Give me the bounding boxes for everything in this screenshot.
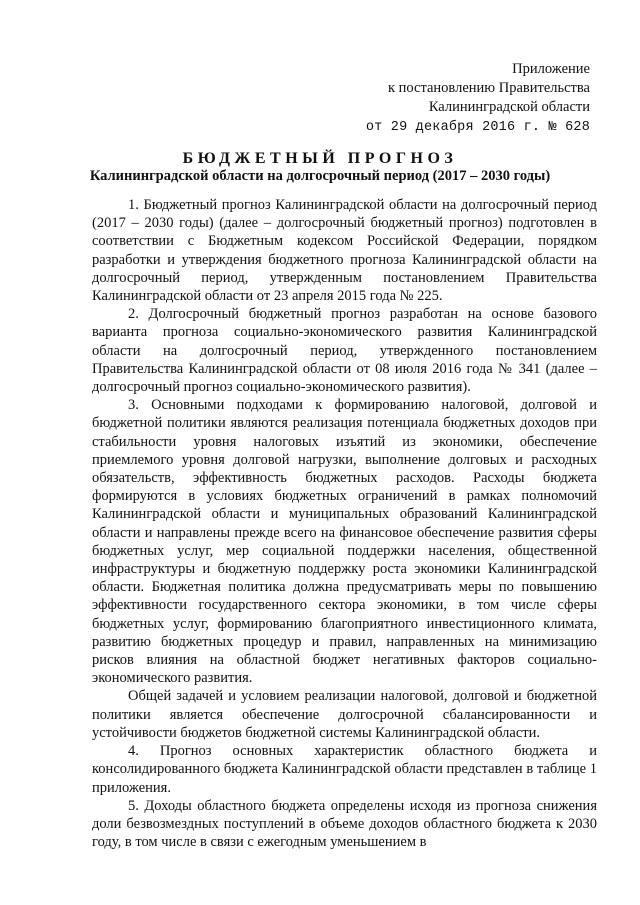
- document-title: БЮДЖЕТНЫЙ ПРОГНОЗ: [182, 150, 458, 167]
- appendix-block: [330, 60, 590, 137]
- paragraph-3: 3. Основными подходами к формированию налоговой, долговой и бюджетной политики являются реализация потенциала бюджетных доходов при стабильности уровня налоговых изъятий из экономики, обеспечение приемлемого уровня долговой нагрузки, выполнение долговых и расходных обязательств, эффективность бюджетных расходов. Расходы бюджета формируются в условиях бюджетных ограничений в рамках полномочий Калининградской области и муниципальных образований Калининградской области и направлены прежде всего на финансовое обеспечение развития сферы бюджетных услуг, мер социальной поддержки населения, общественной инфраструктуры и бюджетную поддержку роста экономики Калининградской области. Бюджетная политика должна предусматривать меры по повышению эффективности государственного сектора экономики, в том числе сферы бюджетных услуг, формированию благоприятного инвестиционного климата, развитию бюджетных процедур и правил, направленных на минимизацию рисков влияния на областной бюджет негативных факторов социально-экономического развития.: [92, 397, 597, 687]
- paragraph-4: Общей задачей и условием реализации налоговой, долговой и бюджетной политики является обеспечение долгосрочной сбалансированности и устойчивости бюджетов бюджетной системы Калининградской области.: [92, 688, 597, 741]
- appendix-line-2: к постановлению Правительства: [388, 80, 590, 96]
- appendix-line-1: Приложение: [512, 61, 590, 77]
- document-body: [92, 196, 597, 851]
- paragraph-6: 5. Доходы областного бюджета определены исходя из прогноза снижения доли безвозмездных поступлений в объеме доходов областного бюджета к 2030 году, в том числе в связи с ежегодным уменьшением в: [92, 797, 597, 851]
- paragraph-5: 4. Прогноз основных характеристик областного бюджета и консолидированного бюджета Калининградской области представлен в таблице 1 приложения.: [92, 743, 597, 796]
- paragraph-2: 2. Долгосрочный бюджетный прогноз разработан на основе базового варианта прогноза социально-экономического развития Калининградской области на долгосрочный период, утвержденного постановлением Правительства Калининградской области от 08 июля 2016 года № 341 (далее – долгосрочный прогноз социально-экономического развития).: [92, 306, 597, 396]
- appendix-line-3: Калининградской области: [428, 99, 590, 115]
- appendix-date-line: от 29 декабря 2016 г. № 628: [365, 120, 590, 135]
- paragraph-1: 1. Бюджетный прогноз Калининградской области на долгосрочный период (2017 – 2030 годы) (далее – долгосрочный бюджетный прогноз) подготовлен в соответствии с Бюджетным кодексом Российской Федерации, порядком разработки и утверждения бюджетного прогноза Калининградской области на долгосрочный период, утвержденным постановлением Правительства Калининградской области от 23 апреля 2015 года № 225.: [92, 197, 597, 305]
- document-subtitle: Калининградской области на долгосрочный период (2017 – 2030 годы): [89, 168, 551, 184]
